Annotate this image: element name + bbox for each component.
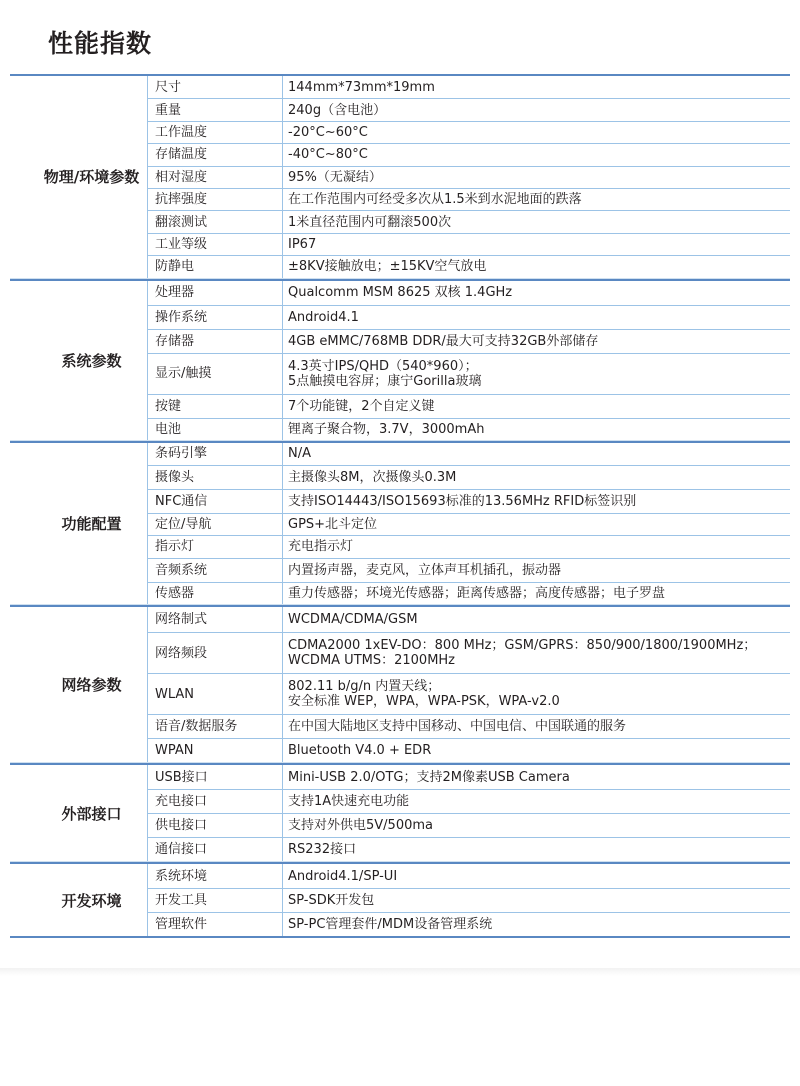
spec-value [283,144,790,165]
spec-label: 指示灯 [147,536,283,557]
spec-value [283,715,790,738]
spec-value-line: 重力传感器；环境光传感器；距离传感器；高度传感器；电子罗盘 [288,585,666,601]
spec-row [147,418,790,440]
spec-label: 存储温度 [147,144,283,165]
spec-row [147,864,790,888]
spec-row [147,888,790,912]
spec-value [283,395,790,418]
spec-label: 定位/导航 [147,514,283,535]
spec-value [283,583,790,604]
spec-value [283,607,790,632]
spec-label: 按键 [147,395,283,418]
spec-row [147,837,790,861]
spec-value-line: Mini-USB 2.0/OTG；支持2M像素USB Camera [288,769,570,785]
spec-value [283,419,790,440]
spec-label: 摄像头 [147,466,283,489]
section-rows [147,76,790,278]
spec-row [147,233,790,255]
spec-row [147,394,790,418]
spec-value [283,913,790,936]
spec-value [283,559,790,582]
spec-row [147,714,790,738]
spec-value [283,814,790,837]
spec-value-line: 1米直径范围内可翻滚500次 [288,214,452,230]
spec-row [147,188,790,210]
spec-label: 工业等级 [147,234,283,255]
spec-row [147,76,790,98]
spec-label: 防静电 [147,256,283,277]
spec-value [283,99,790,120]
spec-value-line: SP-SDK开发包 [288,893,375,909]
spec-value [283,76,790,98]
spec-label: 网络频段 [147,633,283,673]
spec-label: 通信接口 [147,838,283,861]
section-rows [147,765,790,861]
spec-value-line: SP-PC管理套件/MDM设备管理系统 [288,917,493,933]
spec-label: 传感器 [147,583,283,604]
spec-value-line: WCDMA UTMS：2100MHz [288,653,456,669]
footer-divider [0,968,800,976]
spec-row [147,353,790,394]
spec-value [283,443,790,465]
spec-label: 处理器 [147,281,283,305]
section-name: 系统参数 [61,351,122,370]
spec-row [147,912,790,936]
spec-label: 语音/数据服务 [147,715,283,738]
spec-value-line: IP67 [288,236,317,252]
spec-label: 显示/触摸 [147,354,283,394]
spec-value [283,490,790,513]
spec-row [147,789,790,813]
spec-row [147,738,790,762]
spec-row [147,765,790,789]
spec-value-line: 在中国大陆地区支持中国移动、中国电信、中国联通的服务 [288,719,627,735]
spec-value-line: 安全标准 WEP，WPA，WPA-PSK，WPA-v2.0 [288,694,560,710]
spec-label: 网络制式 [147,607,283,632]
spec-label: 抗摔强度 [147,189,283,210]
section-name: 外部接口 [61,804,122,823]
spec-value-line: 支持对外供电5V/500ma [288,818,433,834]
spec-value [283,674,790,714]
spec-row [147,607,790,632]
page-title: 性能指数 [48,29,153,58]
spec-value-line: Android4.1/SP-UI [288,868,398,884]
spec-value-line: 支持1A快速充电功能 [288,794,410,810]
spec-label: 工作温度 [147,122,283,143]
spec-row [147,535,790,557]
spec-value-line: 4.3英寸IPS/QHD（540*960）； [288,358,478,374]
spec-label: 存储器 [147,330,283,353]
spec-label: 音频系统 [147,559,283,582]
spec-value [283,167,790,188]
spec-label: 尺寸 [147,76,283,98]
spec-value-line: Qualcomm MSM 8625 双核 1.4GHz [288,285,513,301]
spec-value-line: 主摄像头8M，次摄像头0.3M [288,469,457,485]
spec-label: 充电接口 [147,790,283,813]
spec-value [283,633,790,673]
section-name: 网络参数 [61,676,122,695]
spec-row [147,443,790,465]
spec-value-line: 7个功能键，2个自定义键 [288,398,435,414]
spec-table [10,74,790,938]
spec-value-line: 4GB eMMC/768MB DDR/最大可支持32GB外部储存 [288,333,599,349]
spec-row [147,121,790,143]
spec-row [147,98,790,120]
spec-value [283,189,790,210]
section-name: 功能配置 [61,514,122,533]
spec-value-line: 在工作范围内可经受多次从1.5米到水泥地面的跌落 [288,192,582,208]
spec-value [283,536,790,557]
spec-value-line: ±8KV接触放电；±15KV空气放电 [288,259,487,275]
spec-value-line: RS232接口 [288,842,357,858]
spec-section [10,763,790,862]
spec-row [147,489,790,513]
spec-label: 系统环境 [147,864,283,888]
spec-label: WLAN [147,674,283,714]
spec-value-line: WCDMA/CDMA/GSM [288,612,418,628]
spec-row [147,210,790,232]
spec-value-line: -20°C~60°C [288,124,368,140]
spec-value-line: CDMA2000 1xEV-DO：800 MHz；GSM/GPRS：850/900/1800/1900MHz； [288,638,757,654]
spec-value-line: N/A [288,446,311,462]
spec-label: 相对湿度 [147,167,283,188]
spec-label: NFC通信 [147,490,283,513]
section-rows [147,443,790,605]
spec-value [283,739,790,762]
section-rows [147,864,790,936]
spec-row [147,513,790,535]
spec-value [283,256,790,277]
section-name: 开发环境 [61,891,122,910]
section-name: 物理/环境参数 [43,168,140,187]
spec-row [147,673,790,714]
section-rows [147,281,790,440]
spec-value [283,234,790,255]
spec-section [10,441,790,606]
spec-value-line: 内置扬声器，麦克风，立体声耳机插孔，振动器 [288,562,562,578]
spec-label: USB接口 [147,765,283,789]
spec-row [147,813,790,837]
spec-label: 操作系统 [147,306,283,329]
spec-value [283,889,790,912]
spec-label: 重量 [147,99,283,120]
spec-label: 管理软件 [147,913,283,936]
spec-label: 翻滚测试 [147,211,283,232]
spec-row [147,558,790,582]
section-rows [147,607,790,762]
spec-value [283,790,790,813]
spec-value [283,466,790,489]
spec-row [147,465,790,489]
spec-value-line: 240g（含电池） [288,102,387,118]
spec-value [283,354,790,394]
spec-row [147,305,790,329]
spec-value [283,514,790,535]
spec-value [283,330,790,353]
spec-value-line: GPS+北斗定位 [288,517,378,533]
spec-label: 条码引擎 [147,443,283,465]
spec-value-line: 144mm*73mm*19mm [288,79,435,95]
spec-value-line: 5点触摸电容屏；康宁Gorilla玻璃 [288,373,482,389]
spec-label: 电池 [147,419,283,440]
spec-row [147,255,790,277]
spec-value-line: Android4.1 [288,309,359,325]
spec-row [147,582,790,604]
spec-value-line: 802.11 b/g/n 内置天线； [288,679,441,695]
spec-row [147,329,790,353]
spec-label: WPAN [147,739,283,762]
spec-value [283,211,790,232]
spec-row [147,632,790,673]
spec-value-line: 支持ISO14443/ISO15693标准的13.56MHz RFID标签识别 [288,493,637,509]
spec-row [147,143,790,165]
spec-value-line: Bluetooth V4.0 + EDR [288,743,432,759]
spec-value [283,306,790,329]
spec-row [147,166,790,188]
spec-section [10,76,790,279]
spec-value-line: 充电指示灯 [288,539,354,555]
spec-section [10,605,790,763]
spec-section [10,862,790,936]
spec-value [283,281,790,305]
spec-label: 供电接口 [147,814,283,837]
spec-value-line: -40°C~80°C [288,147,368,163]
spec-section [10,279,790,441]
spec-value [283,864,790,888]
spec-label: 开发工具 [147,889,283,912]
spec-value [283,765,790,789]
spec-row [147,281,790,305]
spec-value [283,122,790,143]
spec-value-line: 95%（无凝结） [288,169,382,185]
spec-value [283,838,790,861]
spec-value-line: 锂离子聚合物，3.7V，3000mAh [288,421,485,437]
